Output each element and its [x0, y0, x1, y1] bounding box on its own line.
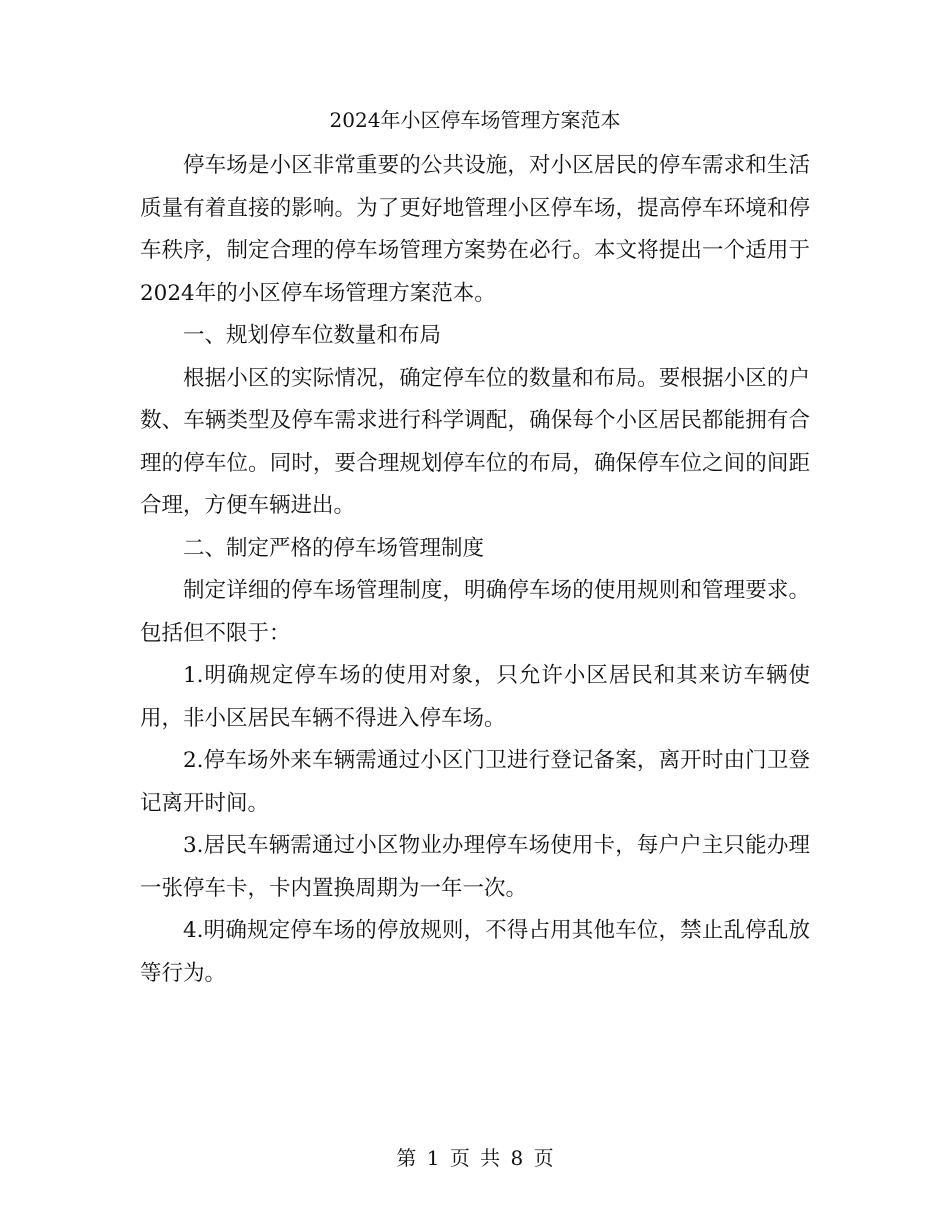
document-body	[140, 145, 810, 995]
list-item-3: 3.居民车辆需通过小区物业办理停车场使用卡，每户户主只能办理一张停车卡，卡内置换周期为一年一次。	[140, 833, 810, 901]
document-title: 2024年小区停车场管理方案范本	[329, 108, 621, 132]
paragraph-section-1: 根据小区的实际情况，确定停车位的数量和布局。要根据小区的户数、车辆类型及停车需求进行科学调配，确保每个小区居民都能拥有合理的停车位。同时，要合理规划停车位的布局，确保停车位之间的间距合理，方便车辆进出。	[140, 365, 810, 518]
list-item-2: 2.停车场外来车辆需通过小区门卫进行登记备案，离开时由门卫登记离开时间。	[140, 748, 810, 816]
paragraph-section-2: 制定详细的停车场管理制度，明确停车场的使用规则和管理要求。包括但不限于：	[140, 578, 810, 646]
section-heading-2: 二、制定严格的停车场管理制度	[183, 535, 485, 561]
list-item-4: 4.明确规定停车场的停放规则，不得占用其他车位，禁止乱停乱放等行为。	[140, 918, 810, 986]
paragraph-intro: 停车场是小区非常重要的公共设施，对小区居民的停车需求和生活质量有着直接的影响。为了更好地管理小区停车场，提高停车环境和停车秩序，制定合理的停车场管理方案势在必行。本文将提出一个适用于2024年的小区停车场管理方案范本。	[140, 153, 810, 306]
page-footer: 第 1 页 共 8 页	[396, 1146, 554, 1170]
section-heading-1: 一、规划停车位数量和布局	[183, 323, 442, 348]
list-item-1: 1.明确规定停车场的使用对象，只允许小区居民和其来访车辆使用，非小区居民车辆不得进入停车场。	[140, 663, 810, 731]
